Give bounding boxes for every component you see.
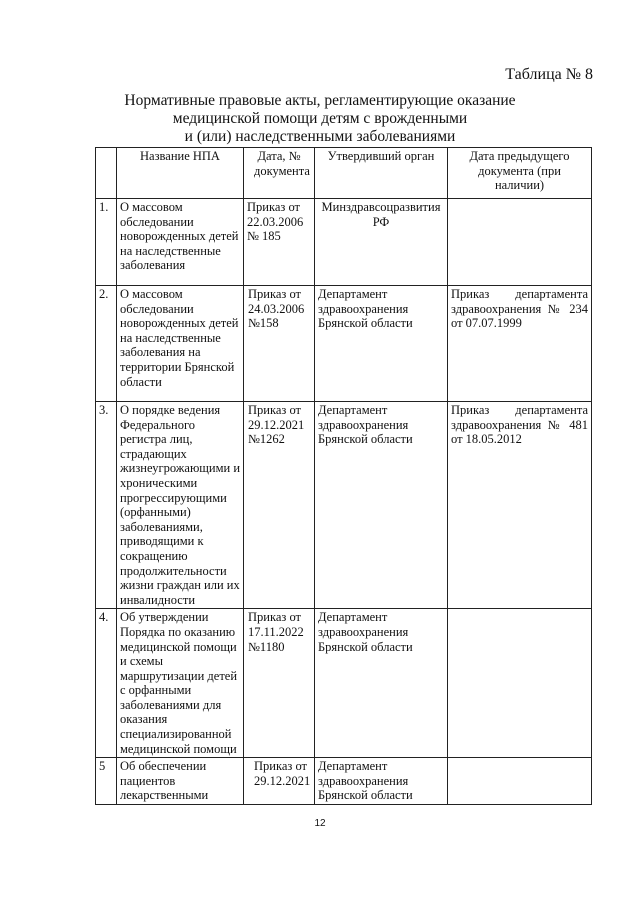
- row-date: Приказ от 29.12.2021 №1262: [244, 402, 315, 609]
- row-organ: Департамент здравоохранения Брянской области: [315, 402, 448, 609]
- table-header-row: [96, 148, 592, 199]
- prev-doc-word-1: Приказ: [451, 287, 490, 301]
- header-date: Дата, № документа: [244, 148, 315, 199]
- row-name: О массовом обследовании новорожденных детей на наследственные заболевания: [117, 199, 244, 286]
- row-prev-doc: [448, 758, 592, 805]
- row-number: 3.: [96, 402, 117, 609]
- row-prev-doc: [448, 609, 592, 758]
- table-row: [96, 609, 592, 758]
- row-name: О массовом обследовании новорожденных детей на наследственные заболевания на территории Брянской области: [117, 286, 244, 402]
- row-date: Приказ от 22.03.2006 № 185: [244, 199, 315, 286]
- row-organ: Департамент здравоохранения Брянской области: [315, 758, 448, 805]
- row-number: 5: [96, 758, 117, 805]
- prev-doc-rest: здравоохранения № 234 от 07.07.1999: [451, 301, 588, 331]
- row-date: Приказ от 24.03.2006 №158: [244, 286, 315, 402]
- row-date: Приказ от 17.11.2022 №1180: [244, 609, 315, 758]
- table-row: [96, 286, 592, 402]
- prev-doc-word-2: департамента: [515, 287, 588, 301]
- prev-doc-rest: здравоохранения № 481 от 18.05.2012: [451, 417, 588, 447]
- header-name: Название НПА: [117, 148, 244, 199]
- table-number: Таблица № 8: [505, 66, 593, 83]
- title-line-2: медицинской помощи детям с врожденными: [172, 110, 468, 127]
- row-organ: Минздравсоцразвития РФ: [315, 199, 448, 286]
- row-organ: Департамент здравоохранения Брянской области: [315, 286, 448, 402]
- page-number: 12: [314, 818, 326, 829]
- row-number: 4.: [96, 609, 117, 758]
- table-row: [96, 758, 592, 805]
- row-name: О порядке ведения Федерального регистра лиц, страдающих жизнеугрожающими и хроническими прогрессирующими (орфанными) заболеваниями, приводящими к сокращению продолжительности жизни граждан или их инвалидности: [117, 402, 244, 609]
- row-date: Приказ от 29.12.2021: [244, 758, 315, 805]
- header-number: [96, 148, 117, 199]
- row-name: Об обеспечении пациентов лекарственными: [117, 758, 244, 805]
- row-prev-doc: [448, 286, 592, 402]
- table-row: [96, 402, 592, 609]
- row-prev-doc: [448, 199, 592, 286]
- header-prev-doc: Дата предыдущего документа (при наличии): [448, 148, 592, 199]
- title-line-1: Нормативные правовые акты, регламентирующие оказание: [124, 92, 516, 109]
- document-title: [0, 92, 640, 146]
- row-number: 1.: [96, 199, 117, 286]
- title-line-3: и (или) наследственными заболеваниями: [184, 128, 456, 145]
- row-number: 2.: [96, 286, 117, 402]
- row-organ: Департамент здравоохранения Брянской области: [315, 609, 448, 758]
- prev-doc-word-2: департамента: [515, 403, 588, 417]
- table-row: [96, 199, 592, 286]
- npa-table: [95, 147, 592, 805]
- prev-doc-word-1: Приказ: [451, 403, 490, 417]
- row-name: Об утверждении Порядка по оказанию медицинской помощи и схемы маршрутизации детей с орфанными заболеваниями для оказания специализированной медицинской помощи: [117, 609, 244, 758]
- row-prev-doc: [448, 402, 592, 609]
- header-organ: Утвердивший орган: [315, 148, 448, 199]
